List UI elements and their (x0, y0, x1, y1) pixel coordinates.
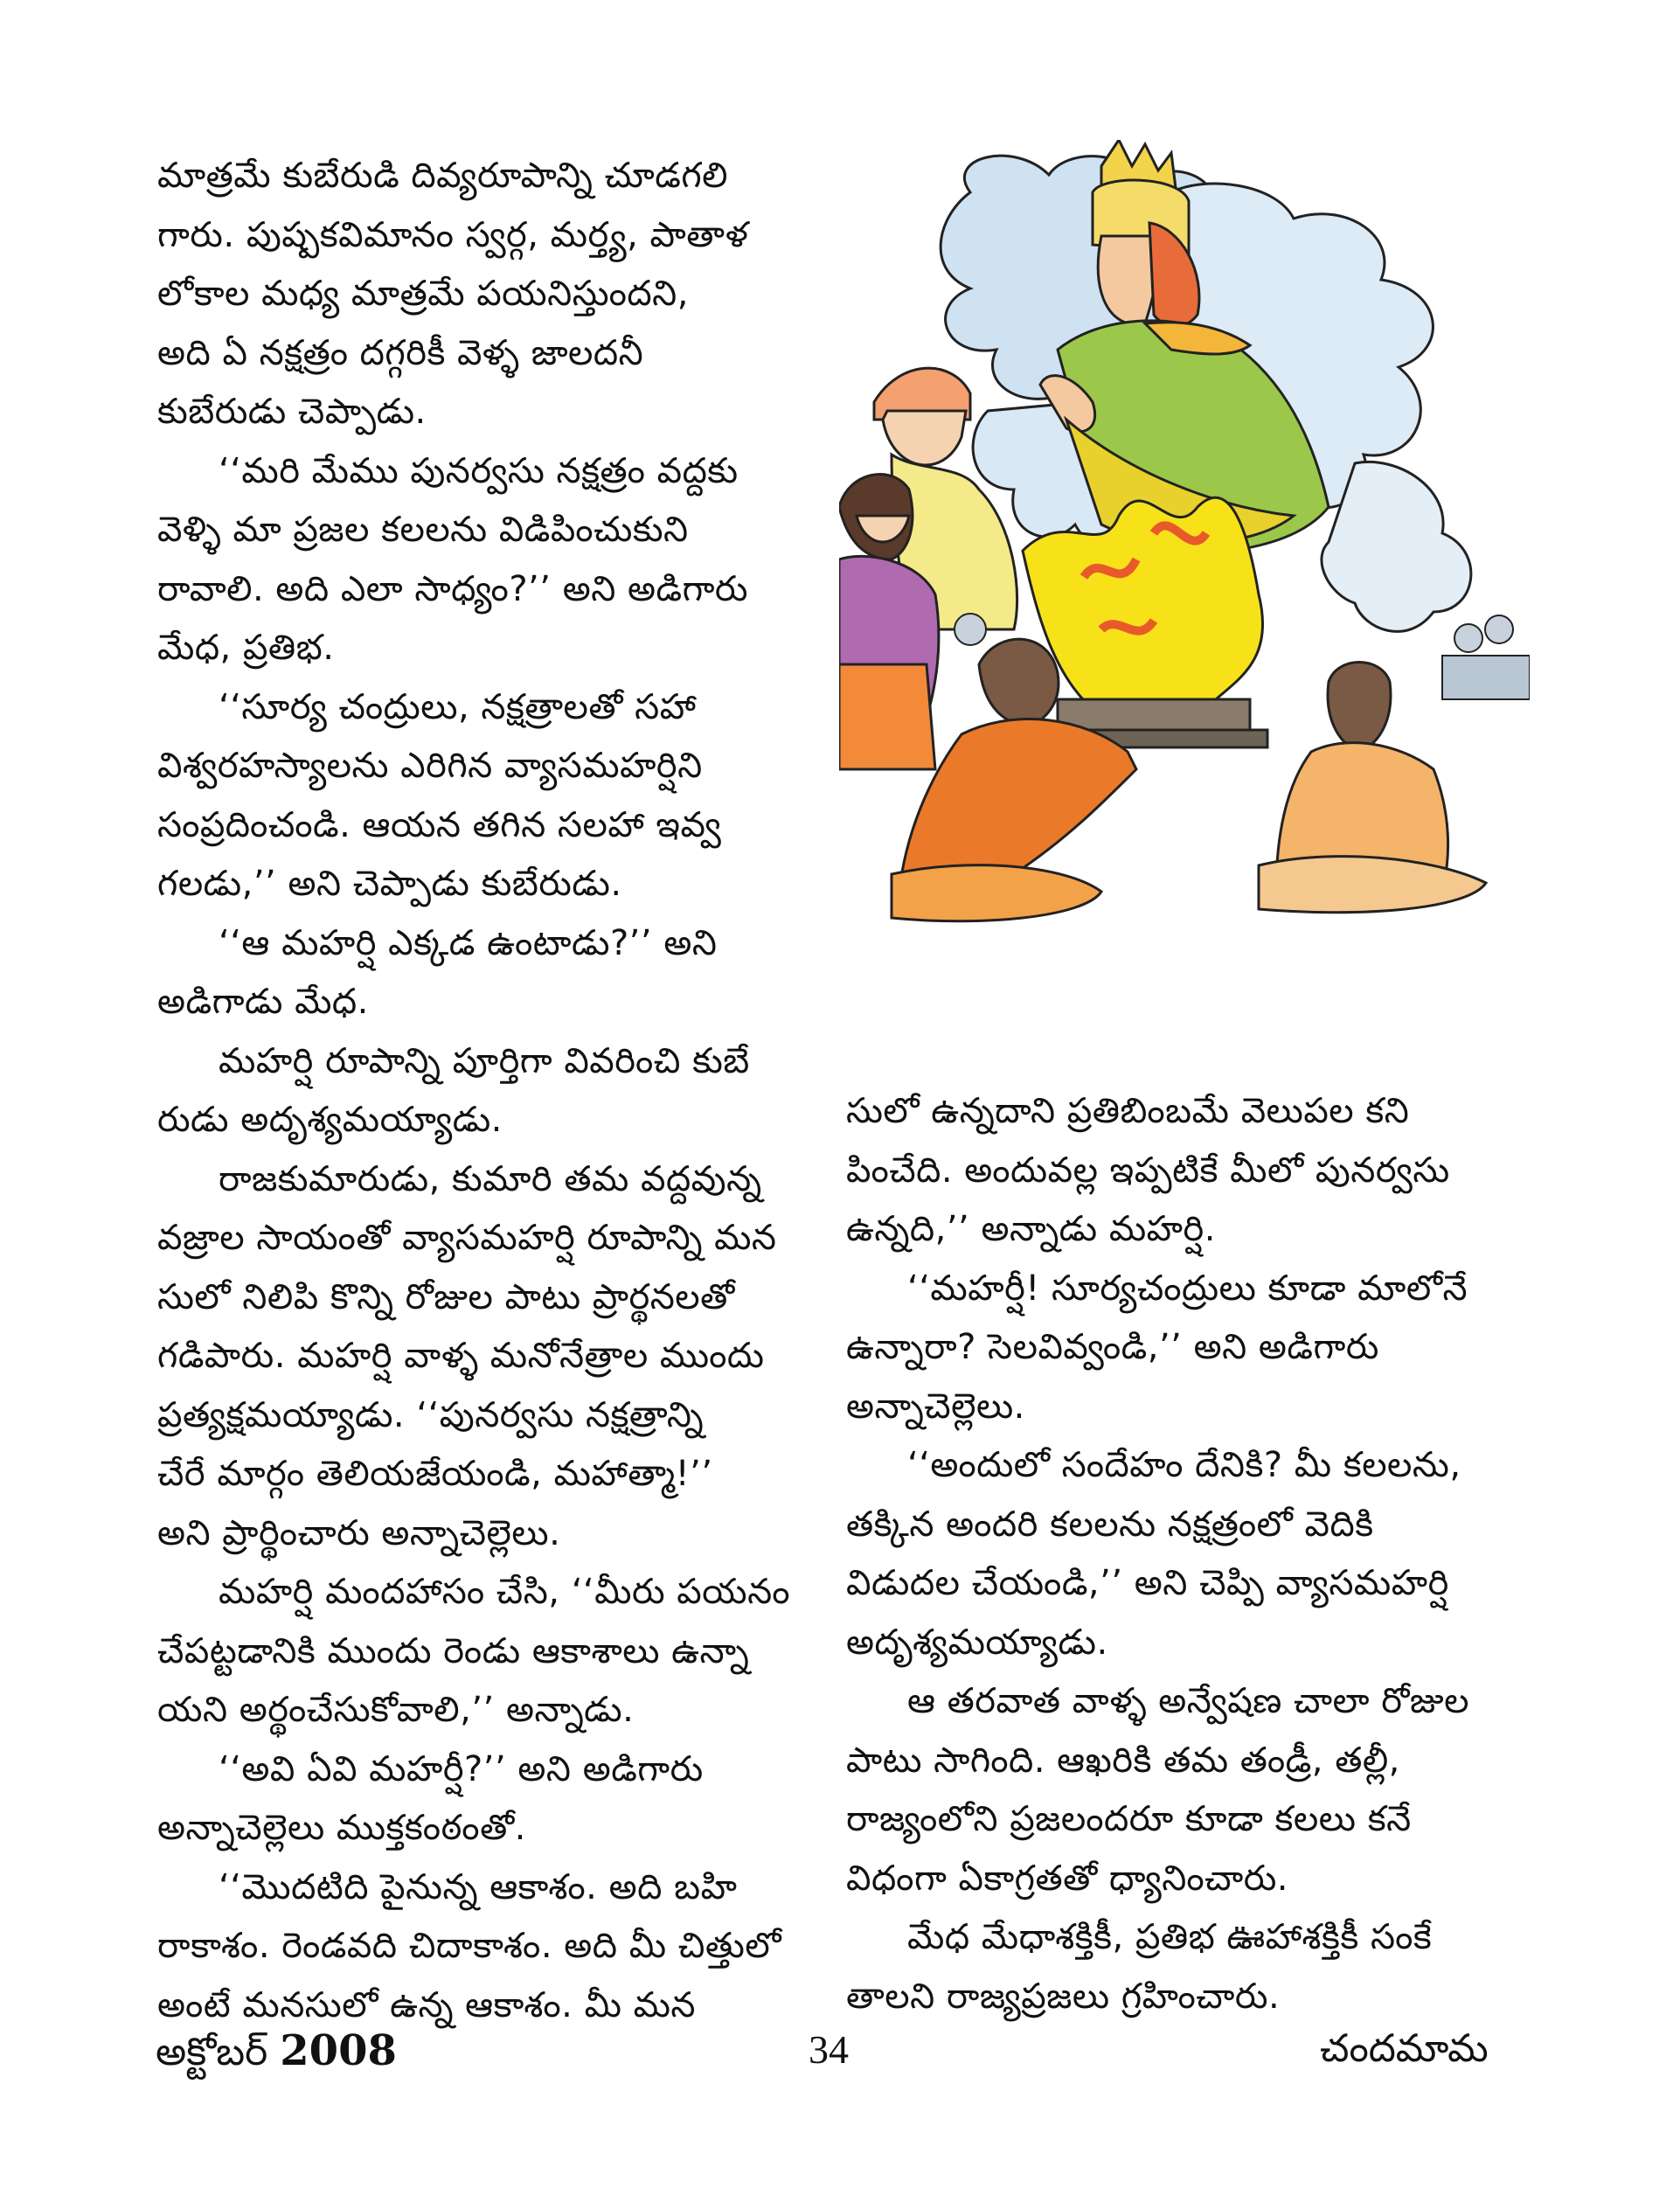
text-line: చేరే మార్గం తెలియజేయండి, మహాత్మా!’’ (157, 1454, 713, 1494)
text-line: అడిగాడు మేధ. (157, 982, 369, 1022)
text-line: విడుదల చేయండి,’’ అని చెప్పి వ్యాసమహర్షి (846, 1563, 1449, 1603)
text-line: ‘‘అవి ఏవి మహర్షీ?’’ అని అడిగారు (219, 1748, 704, 1789)
text-line: రాజకుమారుడు, కుమారి తమ వద్దవున్న (219, 1158, 762, 1199)
text-line: ‘‘సూర్య చంద్రులు, నక్షత్రాలతో సహా (219, 686, 697, 727)
text-line: అది ఏ నక్షత్రం దగ్గరికీ వెళ్ళ జాలదనీ (157, 332, 644, 373)
text-line: గలడు,’’ అని చెప్పాడు కుబేరుడు. (157, 864, 622, 904)
text-line: విధంగా ఏకాగ్రతతో ధ్యానించారు. (846, 1858, 1289, 1899)
text-line: ‘‘మహర్షీ! సూర్యచంద్రులు కూడా మాలోనే (907, 1268, 1468, 1309)
text-line: అన్నాచెల్లెలు ముక్తకంఠంతో. (157, 1808, 526, 1848)
text-line: మాత్రమే కుబేరుడి దివ్యరూపాన్ని చూడగలి (157, 156, 728, 196)
text-line: తాలని రాజ్యప్రజలు గ్రహించారు. (846, 1976, 1281, 2017)
text-line: మేధ, ప్రతిభ. (157, 628, 335, 668)
text-line: పాటు సాగింది. ఆఖరికి తమ తండ్రీ, తల్లీ, (846, 1740, 1400, 1781)
text-line: అదృశ్యమయ్యాడు. (846, 1622, 1108, 1663)
text-line: ‘‘మరి మేము పునర్వసు నక్షత్రం వద్దకు (219, 450, 739, 491)
text-line: మహర్షి రూపాన్ని పూర్తిగా వివరించి కుబే (219, 1040, 750, 1081)
text-line: లోకాల మధ్య మాత్రమే పయనిస్తుందని, (157, 274, 689, 314)
text-line: రుడు అదృశ్యమయ్యాడు. (157, 1100, 503, 1140)
left-text-column (157, 147, 822, 2035)
text-line: యని అర్థంచేసుకోవాలి,’’ అన్నాడు. (157, 1690, 635, 1730)
text-line: ‘‘ఆ మహర్షి ఎక్కడ ఉంటాడు?’’ అని (219, 922, 718, 963)
text-line: అన్నాచెల్లెలు. (846, 1386, 1025, 1427)
text-line: సులో నిలిపి కొన్ని రోజుల పాటు ప్రార్థనలతో (157, 1276, 735, 1317)
text-line: విశ్వరహస్యాలను ఎరిగిన వ్యాసమహర్షిని (157, 746, 703, 786)
text-line: అని ప్రార్థించారు అన్నాచెల్లెలు. (157, 1512, 561, 1553)
text-line: రాజ్యంలోని ప్రజలందరూ కూడా కలలు కనే (846, 1799, 1412, 1839)
text-line: తక్కిన అందరి కలలను నక్షత్రంలో వెదికి (846, 1504, 1374, 1545)
text-line: వజ్రాల సాయంతో వ్యాసమహర్షి రూపాన్ని మన (157, 1218, 777, 1258)
text-line: ‘‘మొదటిది పైనున్న ఆకాశం. అది బహి (219, 1866, 738, 1907)
text-line: సులో ఉన్నదాని ప్రతిబింబమే వెలుపల కని (846, 1091, 1410, 1131)
text-line: పించేది. అందువల్ల ఇప్పటికే మీలో పునర్వసు (846, 1150, 1450, 1191)
text-line: రాకాశం. రెండవది చిదాకాశం. అది మీ చిత్తులో (157, 1926, 782, 1966)
text-line: ‘‘అందులో సందేహం దేనికి? మీ కలలను, (907, 1445, 1461, 1485)
right-text-column (846, 1082, 1510, 2026)
footer-issue-date (156, 2026, 397, 2084)
text-line: గడిపారు. మహర్షి వాళ్ళ మనోనేత్రాల ముందు (157, 1336, 765, 1376)
text-line: ఆ తరవాత వాళ్ళ అన్వేషణ చాలా రోజుల (907, 1681, 1469, 1721)
text-line: అంటే మనసులో ఉన్న ఆకాశం. మీ మన (157, 1984, 697, 2025)
story-illustration (839, 140, 1530, 1058)
text-line: కుబేరుడు చెప్పాడు. (157, 392, 427, 432)
text-line: చేపట్టడానికి ముందు రెండు ఆకాశాలు ఉన్నా (157, 1630, 750, 1671)
text-line: ఉన్నారా? సెలవివ్వండి,’’ అని అడిగారు (846, 1327, 1379, 1367)
sacrificial-fire (1023, 497, 1267, 747)
text-line: ఉన్నది,’’ అన్నాడు మహర్షి. (846, 1209, 1216, 1249)
text-line: గారు. పుష్పకవిమానం స్వర్గ, మర్త్య, పాతాళ (157, 214, 749, 255)
footer-month-label: అక్టోబర్ (156, 2030, 268, 2074)
text-line: మహర్షి మందహాసం చేసి, ‘‘మీరు పయనం (219, 1572, 790, 1612)
text-line: సంప్రదించండి. ఆయన తగిన సలహా ఇవ్వ (157, 804, 722, 845)
page-number: 34 (809, 2027, 849, 2072)
text-line: ప్రత్యక్షమయ్యాడు. ‘‘పునర్వసు నక్షత్రాన్ని (157, 1394, 705, 1435)
magazine-name: చందమామ (1320, 2026, 1489, 2071)
text-line: మేధ మేధాశక్తికీ, ప్రతిభ ఊహాశక్తికీ సంకే (907, 1917, 1433, 1957)
footer-year: 2008 (280, 2026, 397, 2075)
text-line: వెళ్ళి మా ప్రజల కలలను విడిపించుకుని (157, 510, 689, 550)
text-line: రావాలి. అది ఎలా సాధ్యం?’’ అని అడిగారు (157, 568, 748, 609)
